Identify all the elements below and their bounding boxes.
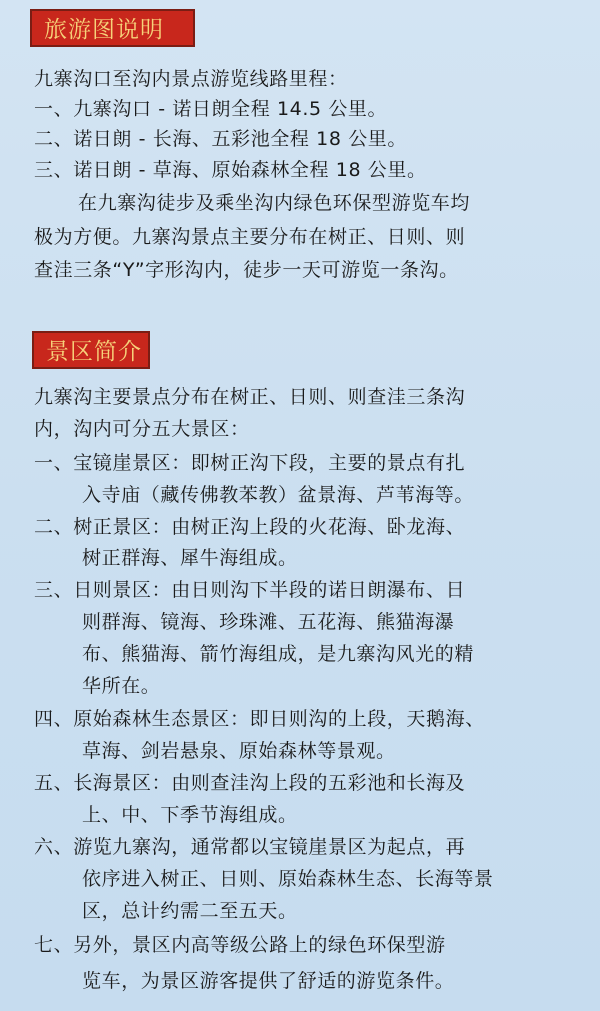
scenic-item-5-cont: 上、中、下季节海组成。 <box>82 804 298 826</box>
transport-paragraph-line: 极为方便。九寨沟景点主要分布在树正、日则、则 <box>34 226 466 248</box>
scenic-intro-text: 九寨沟主要景点分布在树正、日则、则查洼三条沟 <box>34 386 466 408</box>
scenic-item-1-cont: 入寺庙（藏传佛教苯教）盆景海、芦苇海等。 <box>82 484 475 506</box>
scenic-item-3-cont: 则群海、镜海、珍珠滩、五花海、熊猫海瀑 <box>82 611 455 633</box>
scenic-item-1: 一、宝镜崖景区：即树正沟下段，主要的景点有扎 <box>34 452 466 474</box>
scenic-item-6-cont: 依序进入树正、日则、原始森林生态、长海等景 <box>82 868 494 890</box>
scenic-intro-text: 内，沟内可分五大景区： <box>34 418 250 440</box>
scenic-item-5: 五、长海景区：由则查洼沟上段的五彩池和长海及 <box>34 772 466 794</box>
scenic-item-2-cont: 树正群海、犀牛海组成。 <box>82 547 298 569</box>
route-intro-text: 九寨沟口至沟内景点游览线路里程： <box>34 68 348 90</box>
scenic-item-3: 三、日则景区：由日则沟下半段的诺日朗瀑布、日 <box>34 579 466 601</box>
scenic-item-2: 二、树正景区：由树正沟上段的火花海、卧龙海、 <box>34 516 466 538</box>
transport-paragraph-line: 在九寨沟徒步及乘坐沟内绿色环保型游览车均 <box>78 192 471 214</box>
scenic-item-7: 七、另外，景区内高等级公路上的绿色环保型游 <box>34 934 446 956</box>
scenic-item-3-cont: 布、熊猫海、箭竹海组成，是九寨沟风光的精 <box>82 643 475 665</box>
route-item-3: 三、诺日朗 - 草海、原始森林全程 18 公里。 <box>34 159 427 181</box>
scenic-item-3-cont: 华所在。 <box>82 675 161 697</box>
scenic-item-6: 六、游览九寨沟，通常都以宝镜崖景区为起点，再 <box>34 836 466 858</box>
scenic-item-4-cont: 草海、剑岩悬泉、原始森林等景观。 <box>82 740 396 762</box>
scenic-item-4: 四、原始森林生态景区：即日则沟的上段，天鹅海、 <box>34 708 485 730</box>
route-item-1: 一、九寨沟口 - 诺日朗全程 14.5 公里。 <box>34 98 388 120</box>
scenic-item-7-cont: 览车，为景区游客提供了舒适的游览条件。 <box>82 970 455 992</box>
transport-paragraph-line: 查洼三条“Y”字形沟内，徒步一天可游览一条沟。 <box>34 259 459 281</box>
section-title-map-notes: 旅游图说明 <box>30 9 195 47</box>
scenic-item-6-cont: 区，总计约需二至五天。 <box>82 900 298 922</box>
section-title-scenic-intro: 景区简介 <box>32 331 150 369</box>
route-item-2: 二、诺日朗 - 长海、五彩池全程 18 公里。 <box>34 128 407 150</box>
